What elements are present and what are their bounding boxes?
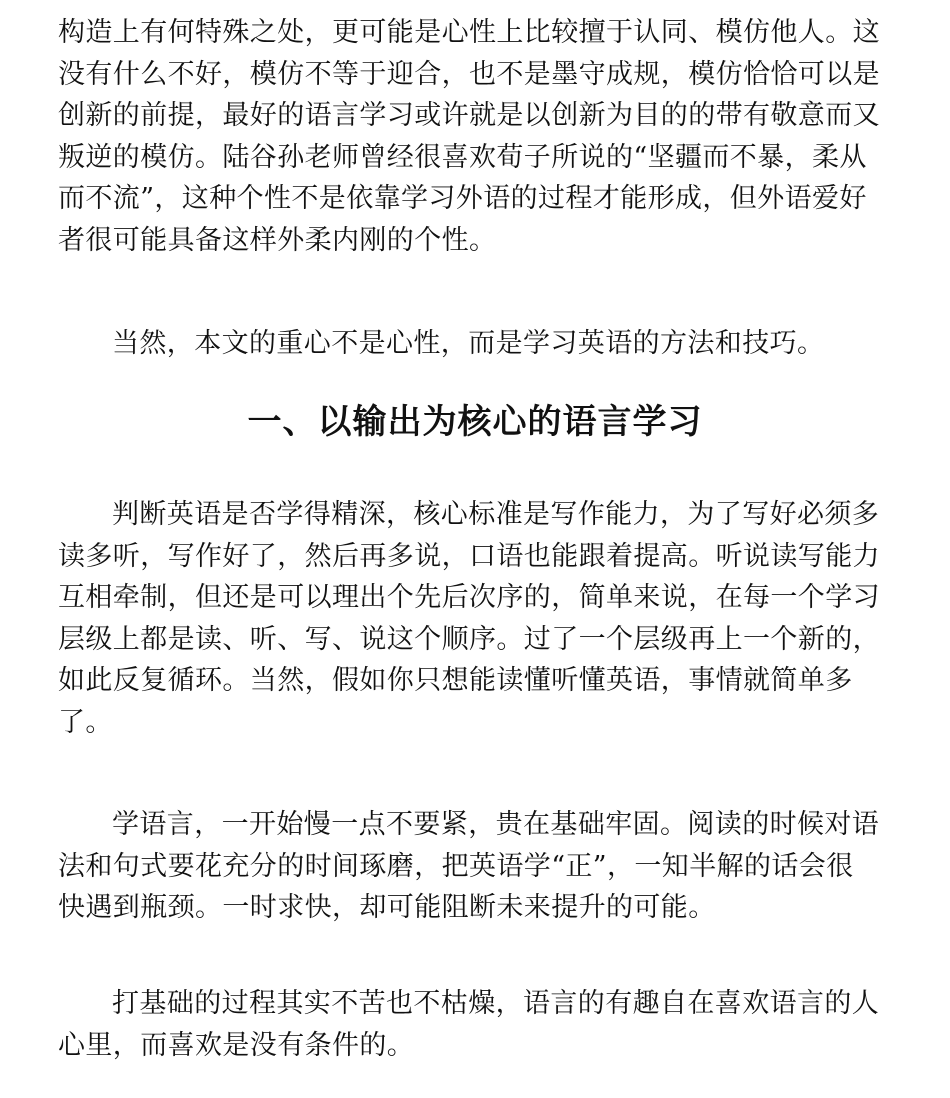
paragraph-line: 没有什么不好，模仿不等于迎合，也不是墨守成规，模仿恰恰可以是	[58, 58, 880, 90]
paragraph-line: 互相牵制，但还是可以理出个先后次序的，简单来说，在每一个学习	[58, 582, 880, 613]
paragraph-line: 当然，本文的重心不是心性，而是学习英语的方法和技巧。	[112, 328, 825, 359]
paragraph-line: 者很可能具备这样外柔内刚的个性。	[58, 224, 497, 256]
section-heading: 一、以输出为核心的语言学习	[247, 402, 703, 442]
paragraph-4	[58, 804, 880, 929]
paragraph-line: 心里，而喜欢是没有条件的。	[58, 1029, 415, 1061]
paragraph-2	[58, 323, 874, 365]
paragraph-line: 法和句式要花充分的时间琢磨，把英语学“正”，一知半解的话会很	[58, 850, 854, 882]
paragraph-3	[58, 494, 880, 743]
paragraph-5	[58, 983, 880, 1066]
paragraph-line: 创新的前提，最好的语言学习或许就是以创新为目的的带有敬意而又	[58, 100, 880, 131]
paragraph-line: 构造上有何特殊之处，更可能是心性上比较擅于认同、模仿他人。这	[58, 17, 880, 48]
paragraph-line: 打基础的过程其实不苦也不枯燥，语言的有趣自在喜欢语言的人	[112, 988, 880, 1019]
paragraph-line: 学语言，一开始慢一点不要紧，贵在基础牢固。阅读的时候对语	[112, 809, 880, 840]
paragraph-line: 读多听，写作好了，然后再多说，口语也能跟着提高。听说读写能力	[58, 540, 880, 572]
paragraph-line: 叛逆的模仿。陆谷孙老师曾经很喜欢荀子所说的“坚疆而不暴，柔从	[58, 141, 867, 173]
paragraph-line: 而不流”，这种个性不是依靠学习外语的过程才能形成，但外语爱好	[58, 183, 867, 214]
paragraph-line: 快遇到瓶颈。一时求快，却可能阻断未来提升的可能。	[58, 892, 716, 923]
paragraph-line: 了。	[58, 706, 113, 738]
paragraph-1	[58, 12, 880, 261]
paragraph-line: 层级上都是读、听、写、说这个顺序。过了一个层级再上一个新的，	[58, 623, 880, 655]
paragraph-line: 判断英语是否学得精深，核心标准是写作能力，为了写好必须多	[112, 499, 880, 530]
paragraph-line: 如此反复循环。当然，假如你只想能读懂听懂英语，事情就简单多	[58, 665, 853, 696]
